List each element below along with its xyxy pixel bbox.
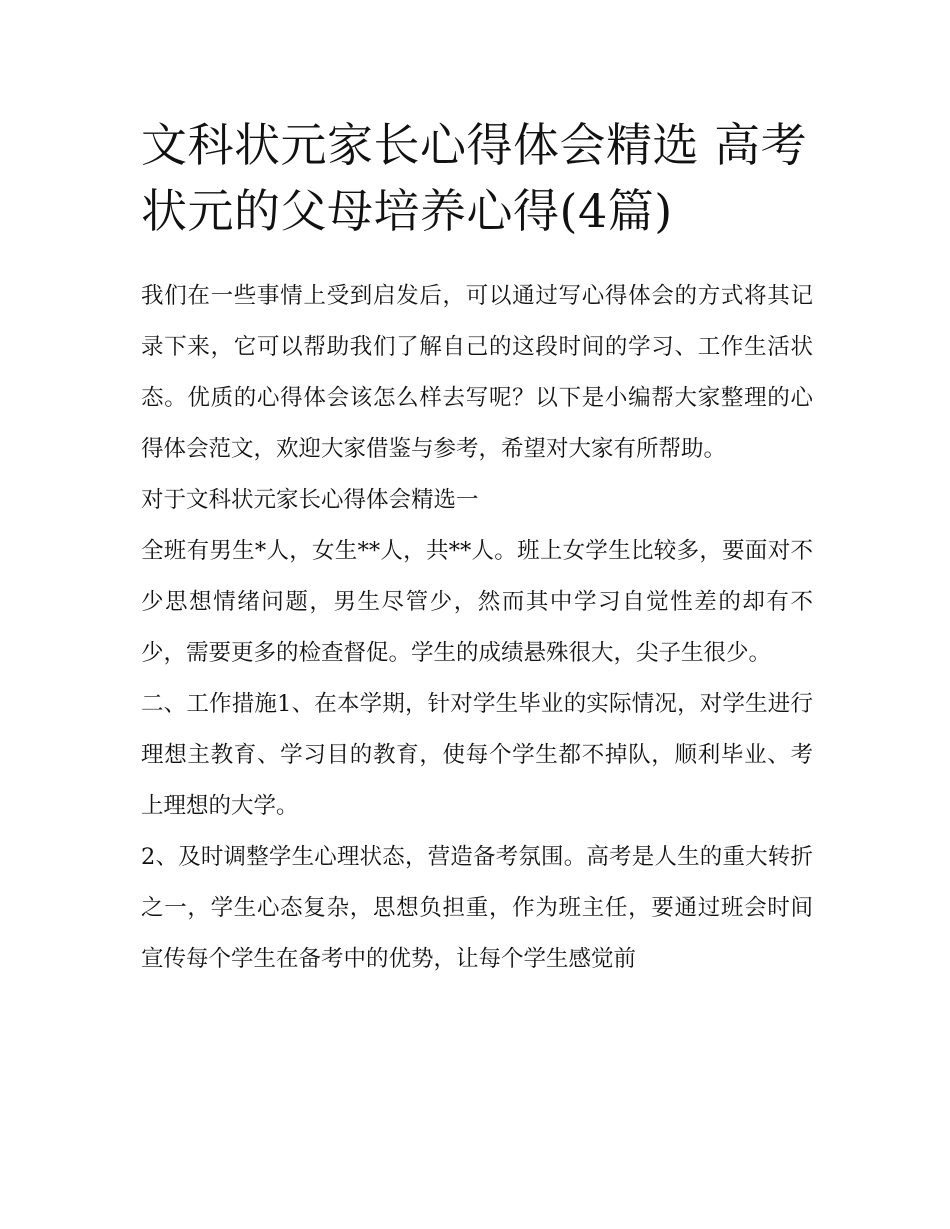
psychology-paragraph: 2、及时调整学生心理状态，营造备考氛围。高考是人生的重大转折之一，学生心态复杂，思想负担重，作为班主任，要通过班会时间宣传每个学生在备考中的优势，让每个学生感觉前	[141, 844, 813, 972]
document-page	[141, 112, 813, 985]
work-measures-paragraph: 二、工作措施1、在本学期，针对学生毕业的实际情况，对学生进行理想主教育、学习目的教育，使每个学生都不掉队，顺利毕业、考上理想的大学。	[141, 691, 813, 819]
section-heading: 对于文科状元家长心得体会精选一	[141, 487, 479, 513]
intro-paragraph: 我们在一些事情上受到启发后，可以通过写心得体会的方式将其记录下来，它可以帮助我们了解自己的这段时间的学习、工作生活状态。优质的心得体会该怎么样去写呢？以下是小编帮大家整理的心得体会范文，欢迎大家借鉴与参考，希望对大家有所帮助。	[141, 283, 813, 462]
document-title: 文科状元家长心得体会精选 高考状元的父母培养心得(4篇)	[141, 118, 808, 238]
class-overview-paragraph: 全班有男生*人，女生**人，共**人。班上女学生比较多，要面对不少思想情绪问题，男生尽管少，然而其中学习自觉性差的却有不少，需要更多的检查督促。学生的成绩悬殊很大，尖子生很少。	[141, 538, 813, 666]
